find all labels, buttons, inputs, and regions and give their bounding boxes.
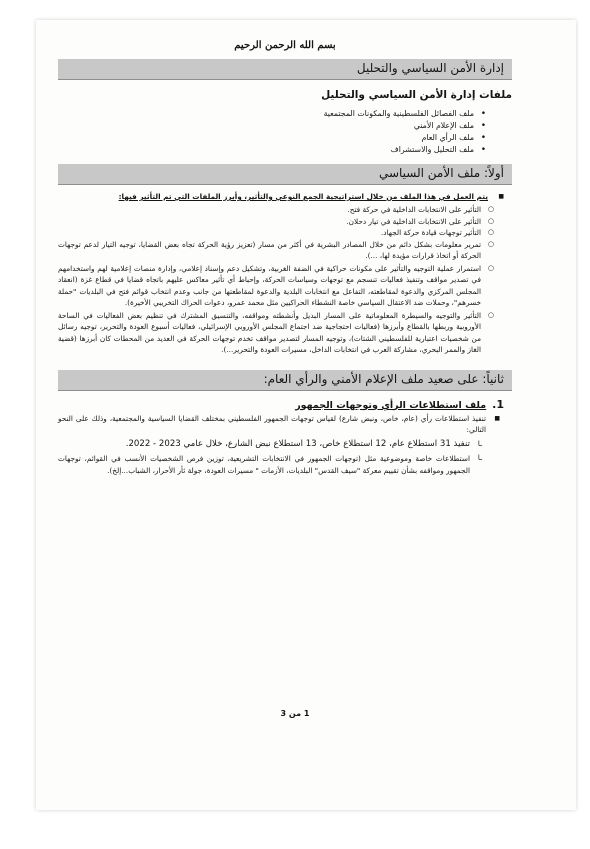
subsection-list xyxy=(58,438,482,477)
list-item: ○ التأثير توجهات قيادة حركة الجهاد. xyxy=(58,227,494,239)
list-item: ○ التأثير والتوجيه والسيطرة المعلوماتية على المسار البديل وأنشطته ومواقفه، والتنسيق المشترك في تنظيم بعض الفعاليات في الساحة الأوروبية وربطها بالقطاع وأبرزها (فعاليات احتجاجية ضد اجتماع المجلس الأوروبي الإسرائيلي، فعاليات أسبوع العودة والتحرير، توجيه رسائل من شخصيات اعتبارية للفلسطيني الشتات)، وتوجيه المسار لتصدير مواقف تخدم توجهات الحركة في العديد من المحطات كان أبرزها (قضية الغاز والممر البحري، مشاركة العرب في انتخابات الداخل، مسيرات العودة والتحرير...). xyxy=(58,310,494,356)
list-item: ـا تنفيذ 31 استطلاع عام، 12 استطلاع خاص، 13 استطلاع نبض الشارع، خلال عامي 2023 - 2022. xyxy=(58,438,482,451)
subsection-number: 1. xyxy=(492,397,504,411)
document-content xyxy=(58,36,512,479)
list-item: ○ استمرار عملية التوجيه والتأثير على مكونات حراكية في الضفة الغربية، وتشكيل دعم وإسناد إعلامي، وإدارة منصات إعلامية لهم واستخدامهم في تصدير مواقف وتنفيذ فعاليات تنسجم مع توجهات وسياسات الحركة، وإحباط أي تأثير معاكس عليهم باتجاه قضايا في قطاع غزة (انعقاد المجلس المركزي والدعوة لمقاطعته، التفاعل مع انتخابات البلدية والدعوة لمقاطعتها من جانب وعدم انتخاب قوائم فتح في البلديات "حملة خسرهم"، وحملات ضد الاعتقال السياسي خاصة النشطاء الحراكيين مثل محمد عمرو، دعوات الحراك التخريبي الأخيرة). xyxy=(58,263,494,309)
section-title-one: أولاً: ملف الأمن السياسي xyxy=(58,164,512,185)
subsection-title: ملف استطلاعات الرأي وتوجهات الجمهور xyxy=(295,399,487,411)
list-item: ○ تمرير معلومات بشكل دائم من خلال المصادر البشرية في أكثر من مسار (تعزيز رؤية الحركة تجاه بعض القضايا، توجيه التيار لدعم توجهات الحركة أو اتخاذ قرارات مؤيدة لها، ...). xyxy=(58,239,494,262)
files-list xyxy=(58,108,486,156)
subsection-heading xyxy=(58,398,504,411)
list-item: ـا استطلاعات خاصة وموضوعية مثل (توجهات الجمهور في الانتخابات التشريعية، توزين فرص الشخصيات الأنسب في القوائم، توجهات الجمهور ومواقفه بشأن تقييم معركة "سيف القدس" البلديات، الأزمات " مسيرات العودة، جولة ثأر الأحرار، الشباب...إلخ). xyxy=(58,453,482,476)
section-one-list xyxy=(58,204,494,356)
list-item: ○ التأثير على الانتخابات الداخلية في تيار دحلان. xyxy=(58,216,494,228)
section-title-main: إدارة الأمن السياسي والتحليل xyxy=(58,59,512,80)
list-item: ○ التأثير على الانتخابات الداخلية في حركة فتح. xyxy=(58,204,494,216)
subsection-description: ■ تنفيذ استطلاعات رأي (عام، خاص، ونبض شارع) لقياس توجهات الجمهور الفلسطيني بمختلف القضايا السياسية والمجتمعية، وذلك على النحو التالي: xyxy=(58,413,500,436)
page-number: 1 من 3 xyxy=(280,709,310,718)
files-heading: ملفات إدارة الأمن السياسي والتحليل xyxy=(321,89,512,101)
list-item: • ملف التحليل والاستشراف xyxy=(58,144,486,156)
list-item: • ملف الرأي العام xyxy=(58,132,486,144)
section-one-intro: ■ يتم العمل في هذا الملف من خلال استراتيجية الجمع النوعي والتأثير، وأبرز الملفات التي تم التأثير فيها: xyxy=(58,191,504,203)
list-item: • ملف الإعلام الأمني xyxy=(58,120,486,132)
basmala-header: بسم الله الرحمن الرحيم xyxy=(234,40,336,51)
list-item: • ملف الفصائل الفلسطينية والمكونات المجتمعية xyxy=(58,108,486,120)
section-title-two: ثانياً: على صعيد ملف الإعلام الأمني والرأي العام: xyxy=(58,370,512,391)
